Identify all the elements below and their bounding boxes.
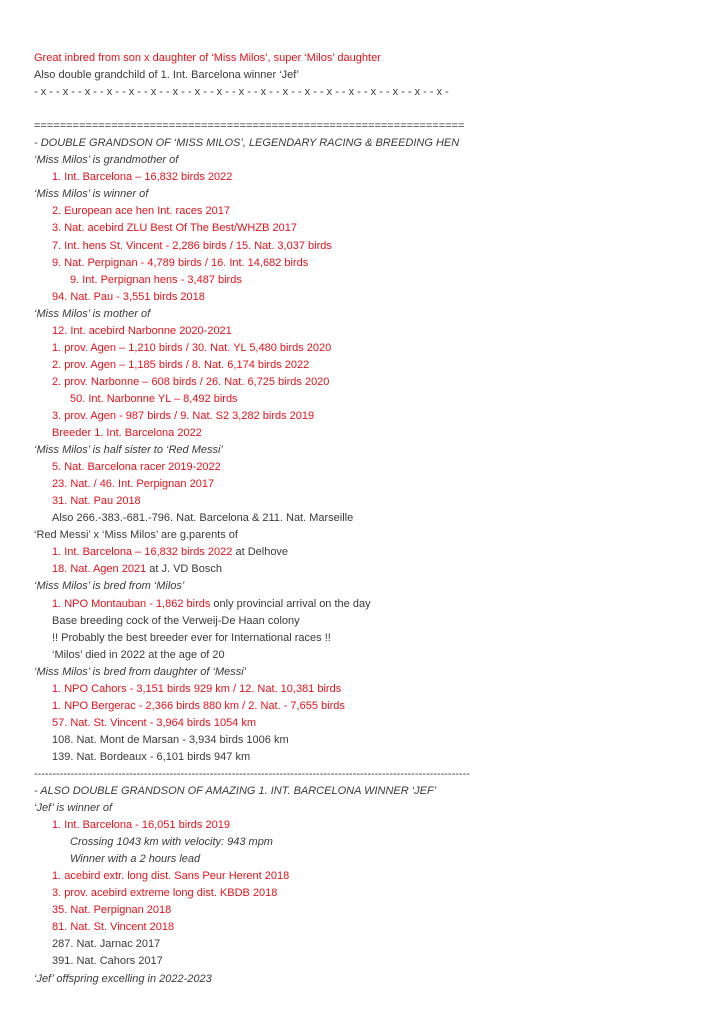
text-segment: Also 266.-383.-681.-796. Nat. Barcelona & 211. Nat. Marseille xyxy=(52,512,354,525)
text-segment: ‘Miss Milos’ is mother of xyxy=(34,307,151,320)
text-line xyxy=(34,800,714,817)
text-segment: 1. Int. Barcelona – 16,832 birds 2022 xyxy=(52,546,233,559)
text-line xyxy=(34,596,714,613)
text-line xyxy=(34,220,714,237)
text-line xyxy=(34,408,714,425)
text-line xyxy=(34,834,714,851)
text-segment: ‘Miss Milos’ is half sister to ‘Red Messi’ xyxy=(34,444,223,457)
text-segment: Crossing 1043 km with velocity: 943 mpm xyxy=(70,836,273,849)
text-segment: 1. NPO Montauban - 1,862 birds xyxy=(52,597,211,610)
text-segment: ‘Jef’ is winner of xyxy=(34,802,113,815)
text-line xyxy=(34,340,714,357)
text-segment: ‘Miss Milos’ is bred from daughter of ‘Messi’ xyxy=(34,665,247,678)
text-segment: at J. VD Bosch xyxy=(146,563,222,576)
text-segment: 7. Int. hens St. Vincent - 2,286 birds / 15. Nat. 3,037 birds xyxy=(52,239,332,252)
text-line xyxy=(34,510,714,527)
text-line xyxy=(34,749,714,766)
text-segment: only provincial arrival on the day xyxy=(210,597,371,610)
text-line xyxy=(34,783,714,800)
text-segment: ‘Jef’ offspring excelling in 2022-2023 xyxy=(34,972,212,985)
text-line xyxy=(34,186,714,203)
text-line xyxy=(34,647,714,664)
text-line xyxy=(34,67,714,84)
text-line xyxy=(34,459,714,476)
text-line xyxy=(34,868,714,885)
text-segment: 1. NPO Cahors - 3,151 birds 929 km / 12. Nat. 10,381 birds xyxy=(52,682,342,695)
text-segment: 18. Nat. Agen 2021 xyxy=(52,563,147,576)
text-line xyxy=(34,664,714,681)
text-line xyxy=(34,272,714,289)
text-segment: 1. acebird extr. long dist. Sans Peur Herent 2018 xyxy=(52,870,290,883)
text-segment: ‘Miss Milos’ is grandmother of xyxy=(34,154,179,167)
text-line xyxy=(34,152,714,169)
text-line xyxy=(34,323,714,340)
text-line xyxy=(34,101,714,118)
text-segment: 81. Nat. St. Vincent 2018 xyxy=(52,921,175,934)
text-segment: ‘Miss Milos’ is bred from ‘Milos’ xyxy=(34,580,185,593)
text-segment: 2. prov. Narbonne – 608 birds / 26. Nat. 6,725 birds 2020 xyxy=(52,375,330,388)
text-line xyxy=(34,306,714,323)
text-segment: 108. Nat. Mont de Marsan - 3,934 birds 1006 km xyxy=(52,733,289,746)
text-segment: - DOUBLE GRANDSON OF ‘MISS MILOS’, LEGENDARY RACING & BREEDING HEN xyxy=(34,137,460,150)
text-segment: !! Probably the best breeder ever for International races !! xyxy=(52,631,331,644)
text-line xyxy=(34,84,714,101)
text-segment: ‘Red Messi’ x ‘Miss Milos’ are g.parents of xyxy=(34,529,238,542)
text-line xyxy=(34,561,714,578)
text-segment: 57. Nat. St. Vincent - 3,964 birds 1054 km xyxy=(52,716,257,729)
text-segment: 1. prov. Agen – 1,210 birds / 30. Nat. YL 5,480 birds 2020 xyxy=(52,341,332,354)
text-line xyxy=(34,971,714,988)
text-line xyxy=(34,681,714,698)
text-segment: - x - - x - - x - - x - - x - - x - - x - - x - - x - - x - - x - - x - - x - - x - - x - - x - - x - - x - - x - xyxy=(34,86,449,99)
text-segment: 50. Int. Narbonne YL – 8,492 birds xyxy=(70,392,238,405)
text-segment: 3. Nat. acebird ZLU Best Of The Best/WHZB 2017 xyxy=(52,222,297,235)
text-line xyxy=(34,169,714,186)
text-segment: 139. Nat. Bordeaux - 6,101 birds 947 km xyxy=(52,750,251,763)
text-segment: 1. NPO Bergerac - 2,366 birds 880 km / 2. Nat. - 7,655 birds xyxy=(52,699,345,712)
text-line xyxy=(34,203,714,220)
text-segment: Breeder 1. Int. Barcelona 2022 xyxy=(52,427,202,440)
text-segment: 35. Nat. Perpignan 2018 xyxy=(52,904,172,917)
text-segment: 5. Nat. Barcelona racer 2019-2022 xyxy=(52,461,221,474)
text-segment: ‘Miss Milos’ is winner of xyxy=(34,188,149,201)
text-segment: 3. prov. Agen - 987 birds / 9. Nat. S2 3,282 birds 2019 xyxy=(52,409,315,422)
text-segment: 9. Nat. Perpignan - 4,789 birds / 16. Int. 14,682 birds xyxy=(52,256,309,269)
text-line xyxy=(34,374,714,391)
text-line xyxy=(34,936,714,953)
text-segment: 3. prov. acebird extreme long dist. KBDB 2018 xyxy=(52,887,278,900)
text-line xyxy=(34,715,714,732)
text-segment: - ALSO DOUBLE GRANDSON OF AMAZING 1. INT. BARCELONA WINNER ‘JEF’ xyxy=(34,785,437,798)
text-line xyxy=(34,630,714,647)
text-segment: Base breeding cock of the Verweij-De Haan colony xyxy=(52,614,300,627)
text-segment: =================================================================== xyxy=(34,120,465,133)
text-segment: 2. prov. Agen – 1,185 birds / 8. Nat. 6,174 birds 2022 xyxy=(52,358,310,371)
text-segment: ----------------------------------------------------------------------------------------------------------------------- xyxy=(34,767,470,780)
text-segment: at Delhove xyxy=(232,546,289,559)
text-line xyxy=(34,289,714,306)
text-segment: 2. European ace hen Int. races 2017 xyxy=(52,205,230,218)
text-line xyxy=(34,953,714,970)
text-segment: 287. Nat. Jarnac 2017 xyxy=(52,938,161,951)
text-segment: 31. Nat. Pau 2018 xyxy=(52,495,141,508)
text-line xyxy=(34,391,714,408)
text-line xyxy=(34,578,714,595)
text-segment: 23. Nat. / 46. Int. Perpignan 2017 xyxy=(52,478,215,491)
text-segment: Great inbred from son x daughter of ‘Miss Milos’, super ‘Milos’ daughter xyxy=(34,52,381,64)
text-segment: Also double grandchild of 1. Int. Barcelona winner ‘Jef’ xyxy=(34,69,299,82)
text-segment: 1. Int. Barcelona – 16,832 birds 2022 xyxy=(52,171,233,184)
text-segment: 391. Nat. Cahors 2017 xyxy=(52,955,163,968)
text-line xyxy=(34,425,714,442)
text-line xyxy=(34,698,714,715)
text-line xyxy=(34,851,714,868)
text-line xyxy=(34,919,714,936)
text-line xyxy=(34,238,714,255)
text-segment: Winner with a 2 hours lead xyxy=(70,853,201,866)
text-line xyxy=(34,493,714,510)
text-line xyxy=(34,766,714,783)
text-line xyxy=(34,527,714,544)
text-line xyxy=(34,544,714,561)
text-line xyxy=(34,118,714,135)
text-line xyxy=(34,817,714,834)
text-line xyxy=(34,442,714,459)
text-line xyxy=(34,50,714,67)
text-line xyxy=(34,255,714,272)
text-line xyxy=(34,885,714,902)
text-segment: 9. Int. Perpignan hens - 3,487 birds xyxy=(70,273,242,286)
text-line xyxy=(34,476,714,493)
text-line xyxy=(34,613,714,630)
text-segment: 1. Int. Barcelona - 16,051 birds 2019 xyxy=(52,819,230,832)
text-line xyxy=(34,357,714,374)
text-line xyxy=(34,135,714,152)
text-segment: 12. Int. acebird Narbonne 2020-2021 xyxy=(52,324,232,337)
text-segment: ‘Milos’ died in 2022 at the age of 20 xyxy=(52,648,225,661)
text-line xyxy=(34,902,714,919)
text-segment: 94. Nat. Pau - 3,551 birds 2018 xyxy=(52,290,205,303)
document-body xyxy=(34,50,714,988)
text-line xyxy=(34,732,714,749)
